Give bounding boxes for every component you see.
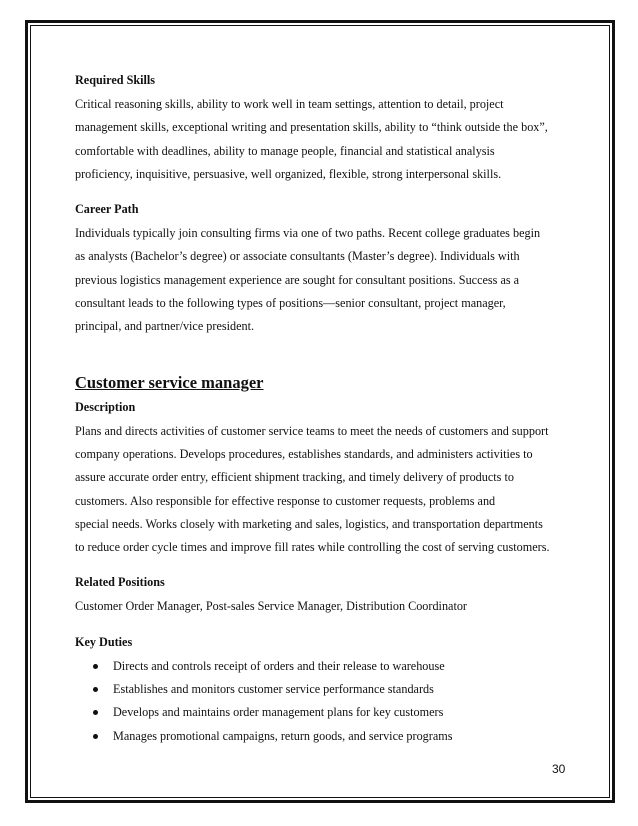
paragraph-line: Individuals typically join consulting firms via one of two paths. Recent college graduates begin — [75, 226, 541, 241]
paragraph-line: Critical reasoning skills, ability to work well in team settings, attention to detail, project — [75, 97, 504, 111]
paragraph-line: consultant leads to the following types of positions—senior consultant, project manager, — [75, 296, 506, 311]
paragraph-line: proficiency, inquisitive, persuasive, well organized, flexible, strong interpersonal skills. — [75, 166, 502, 181]
paragraph-line: company operations. Develops procedures, establishes standards, and administers activities to — [75, 446, 533, 461]
paragraph-line: customers. Also responsible for effective response to customer requests, problems and — [75, 493, 496, 508]
list-item — [75, 725, 575, 748]
paragraph-line: comfortable with deadlines, ability to manage people, financial and statistical analysis — [75, 143, 495, 158]
paragraph-line: principal, and partner/vice president. — [75, 319, 255, 334]
list-item — [75, 655, 575, 678]
related-positions-heading: Related Positions — [75, 575, 165, 590]
bullet-icon — [93, 687, 98, 692]
paragraph-line: assure accurate order entry, efficient shipment tracking, and timely delivery of products to — [75, 470, 514, 485]
paragraph-line: to reduce order cycle times and improve fill rates while controlling the cost of serving customers. — [75, 540, 550, 555]
required-skills-paragraph — [75, 93, 575, 186]
bullet-icon — [93, 734, 98, 739]
list-item-text: Develops and maintains order management plans for key customers — [113, 705, 444, 720]
required-skills-heading: Required Skills — [75, 73, 156, 87]
page-content — [75, 71, 575, 748]
section-title: Customer service manager — [75, 372, 264, 392]
page-number: 30 — [552, 762, 566, 776]
paragraph-line: Plans and directs activities of customer service teams to meet the needs of customers and support — [75, 423, 549, 438]
list-item-text: Directs and controls receipt of orders and their release to warehouse — [113, 658, 445, 673]
bullet-icon — [93, 664, 98, 669]
paragraph-line: as analysts (Bachelor’s degree) or associate consultants (Master’s degree). Individuals with — [75, 249, 520, 264]
list-item — [75, 701, 575, 724]
bullet-icon — [93, 710, 98, 715]
key-duties-heading: Key Duties — [75, 634, 133, 649]
related-positions-text: Customer Order Manager, Post-sales Service Manager, Distribution Coordinator — [75, 599, 467, 614]
career-path-heading: Career Path — [75, 202, 139, 217]
description-heading: Description — [75, 399, 136, 414]
paragraph-line: previous logistics management experience are sought for consultant positions. Success as a — [75, 272, 520, 287]
list-item — [75, 678, 575, 701]
list-item-text: Manages promotional campaigns, return goods, and service programs — [113, 728, 453, 743]
list-item-text: Establishes and monitors customer service performance standards — [113, 682, 434, 697]
description-paragraph — [75, 420, 575, 560]
paragraph-line: special needs. Works closely with marketing and sales, logistics, and transportation departments — [75, 516, 543, 531]
key-duties-list — [75, 655, 575, 748]
paragraph-line: management skills, exceptional writing and presentation skills, ability to “think outside the box”, — [75, 120, 548, 135]
career-path-paragraph — [75, 222, 575, 338]
